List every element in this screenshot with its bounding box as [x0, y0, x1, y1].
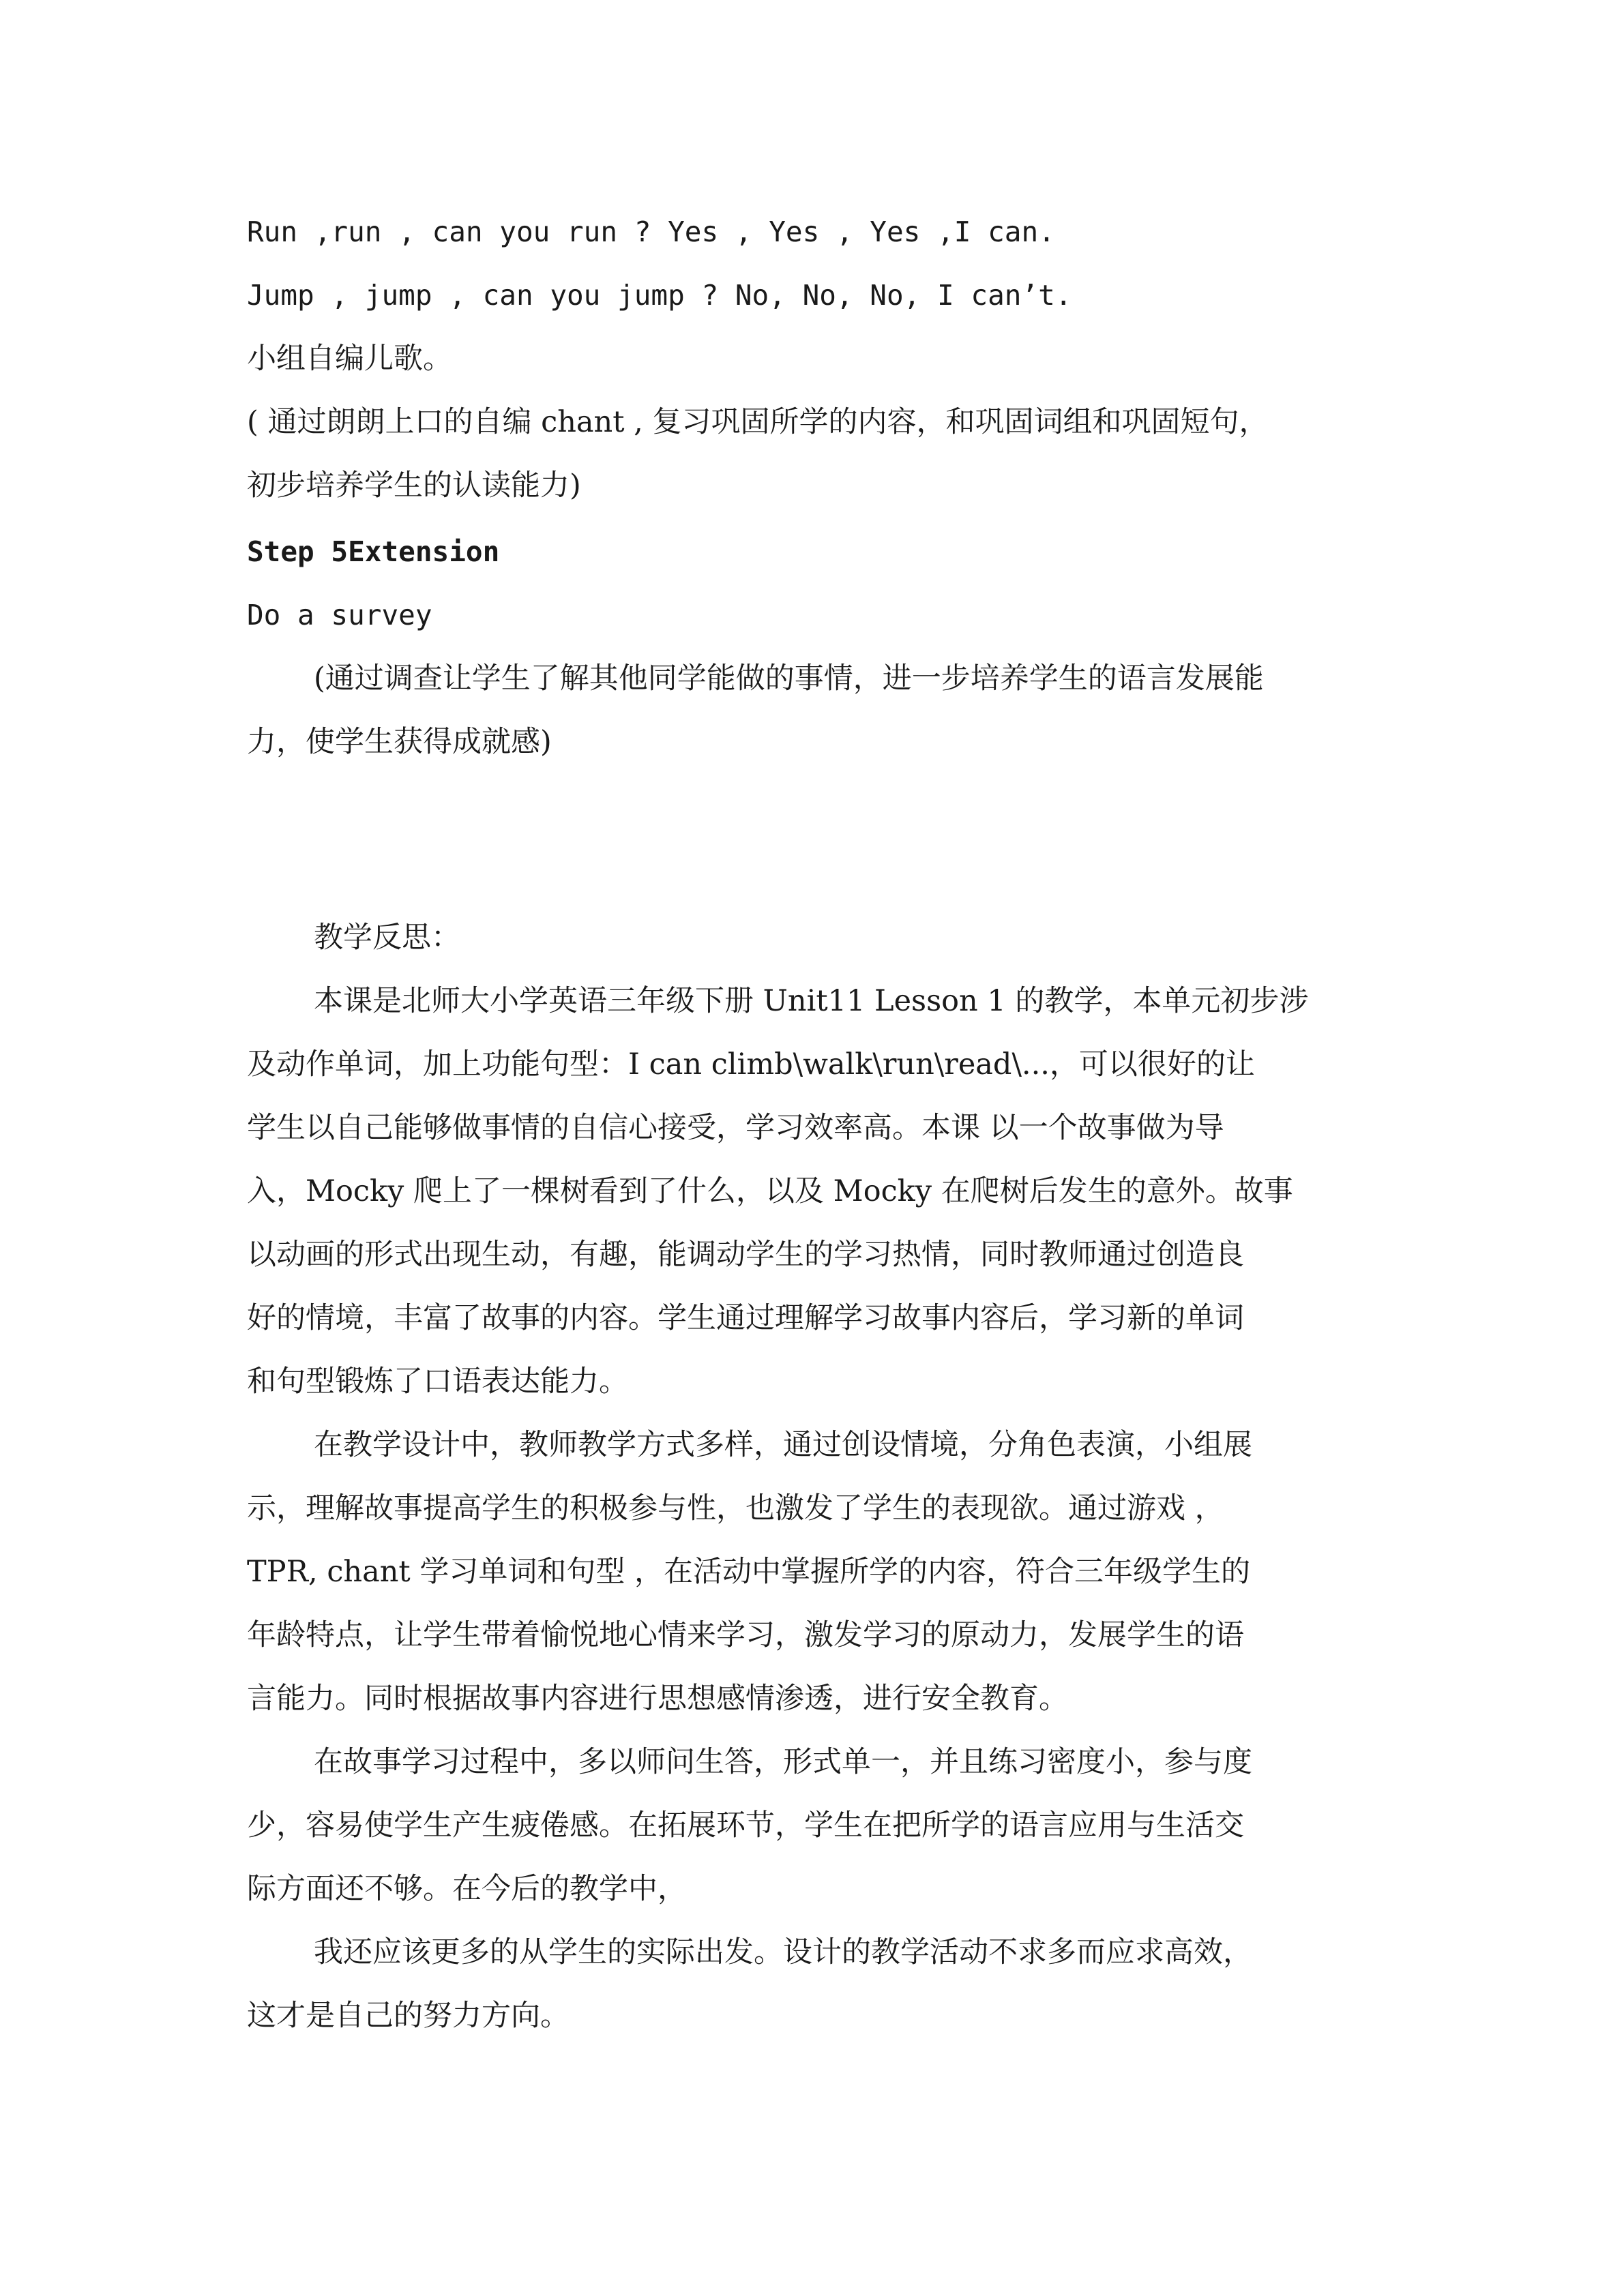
reflection-p2-line: TPR, chant 学习单词和句型 ，在活动中掌握所学的内容，符合三年级学生的	[247, 1555, 1251, 1589]
reflection-p4-line: 我还应该更多的从学生的实际出发。设计的教学活动不求多而应求高效，	[314, 1935, 1252, 1969]
reflection-p1-line: 本课是北师大小学英语三年级下册 Unit11 Lesson 1 的教学，本单元初步涉	[314, 984, 1309, 1018]
reflection-p2-line: 示，理解故事提高学生的积极参与性，也激发了学生的表现欲。通过游戏 ，	[247, 1491, 1224, 1525]
reflection-p1-line: 入，Mocky 爬上了一棵树看到了什么，以及 Mocky 在爬树后发生的意外。故事	[247, 1174, 1293, 1208]
chant-line-1: Run ,run , can you run ? Yes , Yes , Yes ,I can.	[247, 215, 1055, 248]
reflection-p2-line: 在教学设计中，教师教学方式多样，通过创设情境，分角色表演，小组展	[314, 1428, 1252, 1462]
step5-note-line-2: 力，使学生获得成就感)	[247, 725, 552, 759]
reflection-p3-line: 在故事学习过程中，多以师问生答，形式单一，并且练习密度小，参与度	[314, 1745, 1252, 1779]
reflection-p1-line: 好的情境，丰富了故事的内容。学生通过理解学习故事内容后，学习新的单词	[247, 1301, 1244, 1335]
reflection-p4-line: 这才是自己的努力方向。	[247, 1999, 570, 2033]
reflection-p1-line: 和句型锻炼了口语表达能力。	[247, 1365, 628, 1399]
reflection-p3-line: 少，容易使学生产生疲倦感。在拓展环节，学生在把所学的语言应用与生活交	[247, 1808, 1244, 1843]
reflection-heading: 教学反思：	[314, 921, 460, 955]
reflection-p3-line: 际方面还不够。在今后的教学中，	[247, 1872, 687, 1906]
reflection-p2-line: 言能力。同时根据故事内容进行思想感情渗透，进行安全教育。	[247, 1682, 1068, 1716]
step5-activity: Do a survey	[247, 599, 432, 631]
chant-line-3: 小组自编儿歌。	[247, 342, 452, 376]
chant-note-line-2: 初步培养学生的认读能力)	[247, 468, 581, 503]
step5-title: Step 5Extension	[247, 535, 500, 568]
step5-note-line-1: (通过调查让学生了解其他同学能做的事情，进一步培养学生的语言发展能	[314, 661, 1264, 696]
reflection-p1-line: 以动画的形式出现生动，有趣，能调动学生的学习热情，同时教师通过创造良	[247, 1238, 1244, 1272]
chant-note-line-1: ( 通过朗朗上口的自编 chant , 复习巩固所学的内容，和巩固词组和巩固短句，	[247, 405, 1269, 439]
reflection-p2-line: 年龄特点，让学生带着愉悦地心情来学习，激发学习的原动力，发展学生的语	[247, 1618, 1244, 1652]
reflection-p1-line: 及动作单词，加上功能句型：I can climb\walk\run\read\...，可以很好的让	[247, 1047, 1255, 1082]
chant-line-2: Jump , jump , can you jump ? No, No, No, I can’t.	[247, 279, 1072, 312]
reflection-p1-line: 学生以自己能够做事情的自信心接受，学习效率高。本课 以一个故事做为导	[247, 1111, 1224, 1145]
